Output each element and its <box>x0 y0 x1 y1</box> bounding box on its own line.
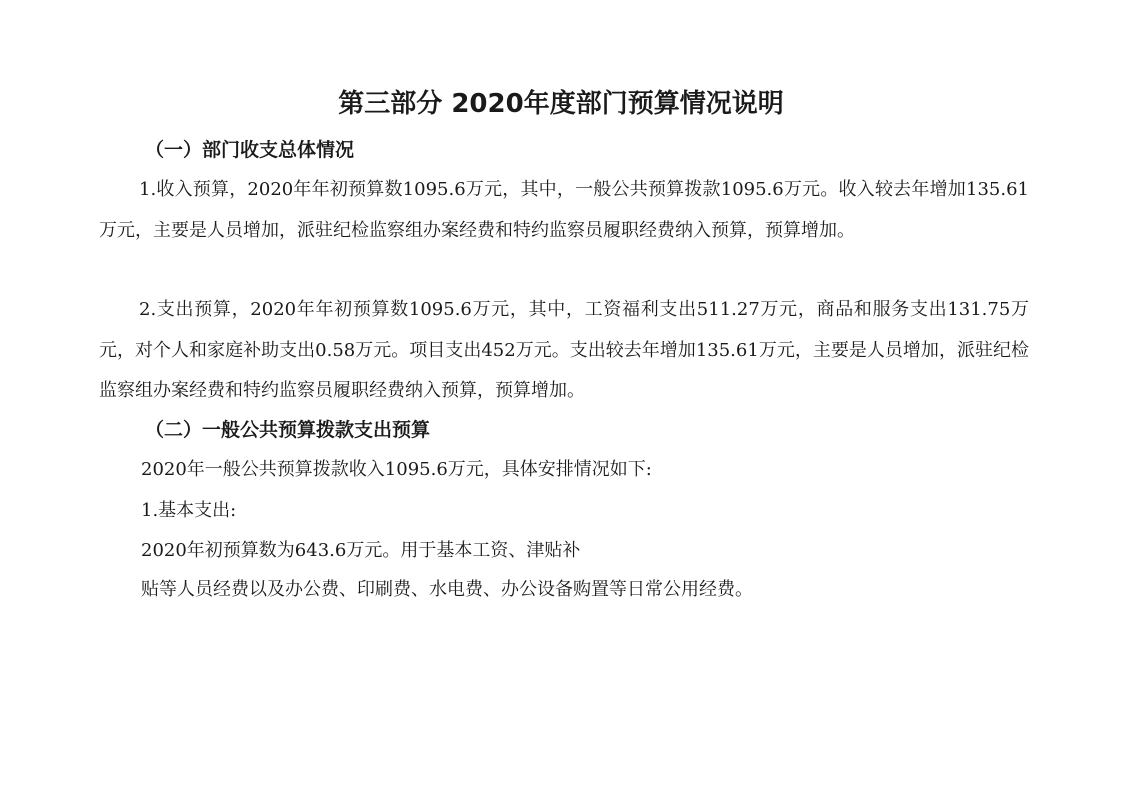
section-heading-general-budget: （二）一般公共预算拨款支出预算 <box>145 419 431 441</box>
general-budget-summary: 2020年一般公共预算拨款收入1095.6万元，具体安排情况如下: <box>141 459 652 480</box>
basic-expenditure-heading: 1.基本支出: <box>141 500 237 521</box>
paragraph-expenditure-budget: 2.支出预算，2020年年初预算数1095.6万元，其中，工资福利支出511.27万元，商品和服务支出131.75万元，对个人和家庭补助支出0.58万元。项目支出452万元。支出较去年增加135.61万元，主要是人员增加，派驻纪检监察组办案经费和特约监察员履职经费纳入预算，预算增加。 <box>99 299 1029 401</box>
basic-expenditure-line-2: 贴等人员经费以及办公费、印刷费、水电费、办公设备购置等日常公用经费。 <box>141 579 753 600</box>
basic-expenditure-line-1: 2020年初预算数为643.6万元。用于基本工资、津贴补 <box>141 540 581 561</box>
page-title: 第三部分 2020年度部门预算情况说明 <box>338 89 784 119</box>
paragraph-income-budget: 1.收入预算，2020年年初预算数1095.6万元，其中，一般公共预算拨款1095.6万元。收入较去年增加135.61万元，主要是人员增加，派驻纪检监察组办案经费和特约监察员履职经费纳入预算，预算增加。 <box>99 179 1029 241</box>
section-heading-overview: （一）部门收支总体情况 <box>145 139 355 161</box>
